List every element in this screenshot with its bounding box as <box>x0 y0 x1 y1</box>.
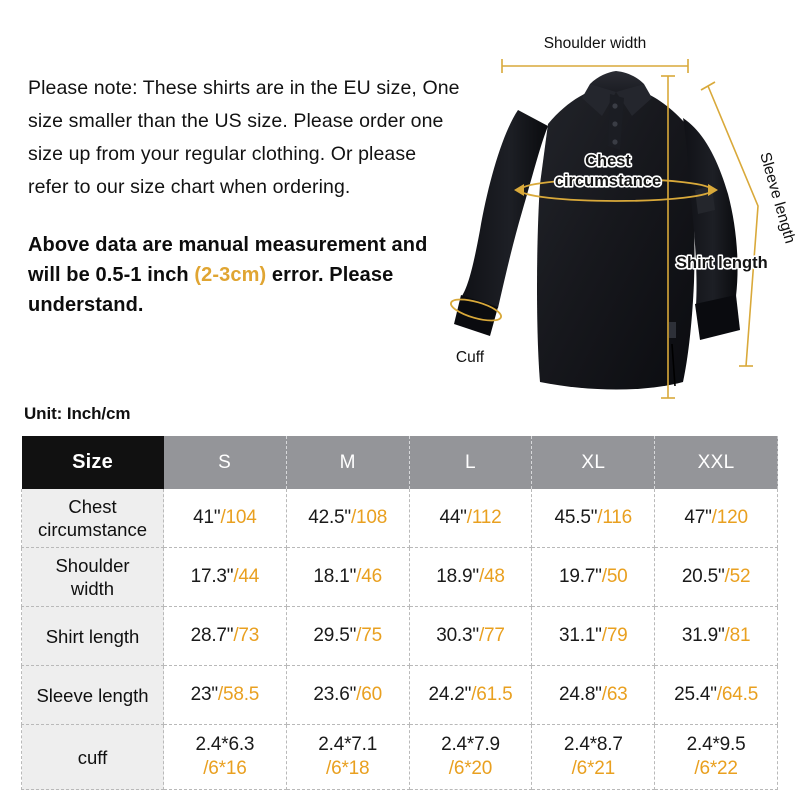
row-label-shirt-length <box>22 607 164 666</box>
value-inch: 42.5" <box>308 507 351 528</box>
cell-shoulder-xl <box>532 548 655 607</box>
cell-cuff-s <box>164 725 287 790</box>
cell-chest-xxl <box>655 489 778 548</box>
value-cm: /64.5 <box>716 684 759 705</box>
cell-chest-s <box>164 489 287 548</box>
cell-cuff-xxl <box>655 725 778 790</box>
value-inch: 2.4*6.3 <box>195 734 255 755</box>
value-inch: 2.4*9.5 <box>686 734 746 755</box>
value-cm: /6*20 <box>448 758 493 779</box>
value-inch: 31.1" <box>559 625 602 646</box>
value-inch: 24.2" <box>428 684 472 705</box>
value-cm: /77 <box>478 625 505 646</box>
row-label-cuff <box>22 725 164 790</box>
value-cm: /112 <box>466 507 502 528</box>
value-inch: 23.6" <box>313 684 357 705</box>
value-inch: 2.4*8.7 <box>563 734 623 755</box>
value-cm: /50 <box>601 566 628 587</box>
value-inch: 25.4" <box>674 684 717 705</box>
cell-shirtlength-s <box>164 607 287 666</box>
row-label-line-1: cuff <box>77 746 108 768</box>
table-header-row <box>22 436 778 489</box>
cell-sleeve-l <box>409 666 532 725</box>
value-inch: 47" <box>684 507 712 528</box>
header-size-l: L <box>409 436 532 489</box>
value-cm: /44 <box>233 566 260 587</box>
label-chest-circumference-line2: circumstance <box>554 172 662 190</box>
value-cm: /48 <box>478 566 505 587</box>
shirt-illustration <box>454 71 740 390</box>
label-sleeve-length: Sleeve length <box>756 150 799 246</box>
row-label-line-1: Chest <box>68 496 117 517</box>
shirt-hem-tag <box>669 322 676 338</box>
shirt-left-sleeve <box>462 110 548 308</box>
cell-shoulder-m <box>286 548 409 607</box>
cell-cuff-l <box>409 725 532 790</box>
shirt-button-2 <box>612 121 617 126</box>
shirt-measurement-figure <box>440 14 800 406</box>
size-chart-table-wrap <box>21 436 778 790</box>
value-inch: 2.4*7.1 <box>318 734 378 755</box>
row-label-line-1: Sleeve length <box>36 684 149 706</box>
shirt-button-1 <box>612 103 617 108</box>
row-label-chest-circumference <box>22 489 164 548</box>
table-row <box>22 666 778 725</box>
cell-shirtlength-l <box>409 607 532 666</box>
value-cm: /81 <box>724 625 751 646</box>
cell-cuff-m <box>286 725 409 790</box>
value-cm: /6*16 <box>203 758 247 779</box>
note-paragraph-eu-size: Please note: These shirts are in the EU size, One size smaller than the US size. Please order one size up from your regular clothing. Or please refer to our size chart when ordering. <box>28 77 460 198</box>
header-size-m: M <box>286 436 409 489</box>
cell-shirtlength-m <box>286 607 409 666</box>
value-cm: /104 <box>220 507 257 528</box>
header-size-xxl: XXL <box>655 436 778 489</box>
table-row <box>22 548 778 607</box>
value-cm: /79 <box>601 625 628 646</box>
value-cm: /120 <box>711 507 748 528</box>
value-cm: /75 <box>356 625 382 646</box>
header-size-s: S <box>164 436 287 489</box>
row-label-sleeve-length <box>22 666 164 725</box>
value-cm: /60 <box>356 684 382 705</box>
value-inch: 29.5" <box>313 625 357 646</box>
shirt-button-3 <box>612 139 617 144</box>
value-inch: 17.3" <box>190 566 234 587</box>
cell-chest-l <box>409 489 532 548</box>
value-inch: 18.1" <box>313 566 357 587</box>
cell-sleeve-xl <box>532 666 655 725</box>
header-size-xl: XL <box>532 436 655 489</box>
note-error-cm-range: (2-3cm) <box>194 264 267 286</box>
value-cm: /6*22 <box>694 758 738 779</box>
value-inch: 31.9" <box>681 625 725 646</box>
cell-shirtlength-xxl <box>655 607 778 666</box>
cell-sleeve-s <box>164 666 287 725</box>
cell-shoulder-l <box>409 548 532 607</box>
label-shoulder-width: Shoulder width <box>543 35 647 52</box>
value-cm: /63 <box>601 684 628 705</box>
value-cm: /6*21 <box>571 758 615 779</box>
cell-sleeve-xxl <box>655 666 778 725</box>
size-chart-tbody <box>22 489 778 790</box>
cell-sleeve-m <box>286 666 409 725</box>
label-shirt-length: Shirt length <box>676 254 768 272</box>
value-inch: 28.7" <box>190 625 234 646</box>
size-chart-thead <box>22 436 778 489</box>
value-inch: 24.8" <box>559 684 602 705</box>
note-error-text-before: Above data are manual measurement and will be 0.5-1 inch <box>28 234 428 286</box>
value-cm: /116 <box>597 507 633 528</box>
value-cm: /52 <box>724 566 751 587</box>
value-inch: 20.5" <box>681 566 725 587</box>
cell-shirtlength-xl <box>532 607 655 666</box>
note-error-text-after: error. Please understand. <box>28 264 394 316</box>
row-label-line-2: width <box>70 578 115 599</box>
row-label-line-2: circumstance <box>38 519 147 540</box>
cell-chest-xl <box>532 489 655 548</box>
value-inch: 41" <box>193 507 221 528</box>
value-inch: 44" <box>439 507 467 528</box>
value-cm: /46 <box>356 566 382 587</box>
note-paragraph-measurement-error <box>28 230 460 320</box>
value-cm: /61.5 <box>471 684 513 705</box>
table-row <box>22 489 778 548</box>
row-label-line-1: Shoulder <box>55 555 130 576</box>
value-inch: 19.7" <box>559 566 602 587</box>
size-note-block <box>28 72 460 320</box>
table-row <box>22 607 778 666</box>
value-cm: /108 <box>350 507 388 528</box>
value-cm: /6*18 <box>326 758 370 779</box>
value-inch: 45.5" <box>554 507 598 528</box>
table-row <box>22 725 778 790</box>
value-inch: 30.3" <box>436 625 479 646</box>
size-chart-table <box>21 436 778 790</box>
cell-cuff-xl <box>532 725 655 790</box>
unit-caption: Unit: Inch/cm <box>24 404 131 423</box>
row-label-shoulder-width <box>22 548 164 607</box>
value-cm: /73 <box>233 625 260 646</box>
value-cm: /58.5 <box>217 684 260 705</box>
shoulder-width-guide <box>502 59 688 73</box>
cell-shoulder-xxl <box>655 548 778 607</box>
label-chest-circumference-line1: Chest <box>585 152 631 170</box>
row-label-line-1: Shirt length <box>45 625 140 647</box>
value-inch: 18.9" <box>436 566 479 587</box>
value-inch: 23" <box>190 684 218 705</box>
cell-shoulder-s <box>164 548 287 607</box>
value-inch: 2.4*7.9 <box>441 734 500 755</box>
label-cuff: Cuff <box>455 349 485 366</box>
cell-chest-m <box>286 489 409 548</box>
header-size-corner: Size <box>22 436 164 489</box>
